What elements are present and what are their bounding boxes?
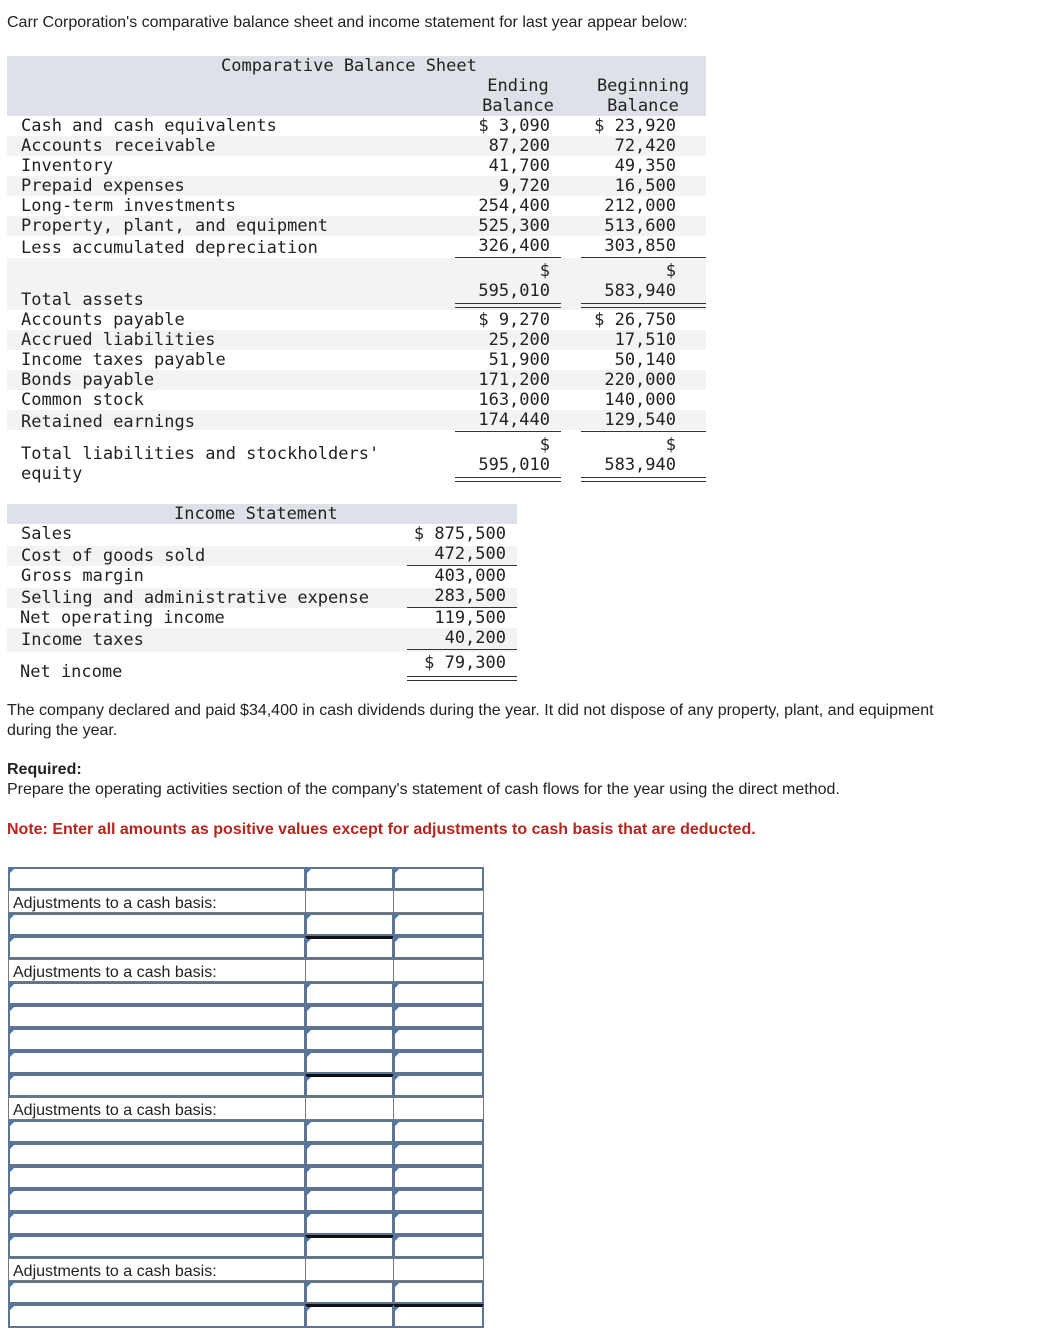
line-label-input[interactable] bbox=[8, 1212, 306, 1235]
beginning-value: 72,420 bbox=[614, 136, 676, 156]
adjustments-label: Adjustments to a cash basis: bbox=[8, 1258, 306, 1281]
ending-value: 87,200 bbox=[488, 136, 550, 156]
row-value: 40,200 bbox=[444, 628, 506, 648]
total-input[interactable] bbox=[393, 913, 484, 936]
amount-input[interactable] bbox=[305, 1235, 394, 1258]
ending-value: 163,000 bbox=[478, 390, 550, 410]
line-label-input[interactable] bbox=[8, 1143, 306, 1166]
ending-value: $ 9,270 bbox=[478, 310, 550, 330]
comparative-balance-sheet bbox=[7, 56, 706, 486]
total-assets-currency: $ bbox=[539, 261, 550, 281]
ending-value: 174,440 bbox=[478, 410, 550, 430]
intro-text: Carr Corporation's comparative balance sheet and income statement for last year appear below: bbox=[7, 14, 688, 31]
subtotal-rule bbox=[581, 431, 706, 432]
row-label: Sales bbox=[21, 524, 73, 544]
amount-input[interactable] bbox=[305, 913, 394, 936]
row-value: $ 79,300 bbox=[424, 653, 506, 673]
line-label-input[interactable] bbox=[8, 867, 306, 890]
entry-note: Note: Enter all amounts as positive values except for adjustments to cash basis that are deducted. bbox=[7, 821, 756, 838]
total-input[interactable] bbox=[393, 1189, 484, 1212]
ending-value: 171,200 bbox=[478, 370, 550, 390]
row-label: Selling and administrative expense bbox=[21, 588, 369, 608]
amount-input[interactable] bbox=[305, 1212, 394, 1235]
beginning-value: 303,850 bbox=[604, 236, 676, 256]
beginning-value: 17,510 bbox=[614, 330, 676, 350]
row-label: Common stock bbox=[21, 390, 144, 410]
line-label-input[interactable] bbox=[8, 913, 306, 936]
total-double-rule bbox=[455, 477, 561, 482]
row-label: Cash and cash equivalents bbox=[21, 116, 277, 136]
ending-value: $ 3,090 bbox=[478, 116, 550, 136]
total-input[interactable] bbox=[393, 1051, 484, 1074]
total-input[interactable] bbox=[393, 936, 484, 959]
row-label: Retained earnings bbox=[21, 412, 195, 432]
total-assets-beginning: 583,940 bbox=[604, 281, 676, 301]
line-label-input[interactable] bbox=[8, 1189, 306, 1212]
income-statement bbox=[7, 504, 517, 686]
total-double-rule bbox=[455, 303, 561, 308]
row-value: 403,000 bbox=[434, 566, 506, 586]
beginning-balance-header: Beginning Balance bbox=[596, 76, 690, 116]
row-label: Gross margin bbox=[21, 566, 144, 586]
total-input[interactable] bbox=[393, 1143, 484, 1166]
line-label-input[interactable] bbox=[8, 982, 306, 1005]
line-label-input[interactable] bbox=[8, 1235, 306, 1258]
adjustments-label: Adjustments to a cash basis: bbox=[8, 959, 306, 982]
ending-balance-header: Ending Balance bbox=[482, 76, 554, 116]
row-label: Long-term investments bbox=[21, 196, 236, 216]
beginning-value: 140,000 bbox=[604, 390, 676, 410]
row-value: $ 875,500 bbox=[413, 524, 506, 544]
total-input[interactable] bbox=[393, 1074, 484, 1097]
total-liabilities-currency: $ bbox=[665, 435, 676, 455]
line-label-input[interactable] bbox=[8, 936, 306, 959]
total-liabilities-label: Total liabilities and stockholders' bbox=[21, 444, 380, 464]
line-label-input[interactable] bbox=[8, 1166, 306, 1189]
balance-sheet-title: Comparative Balance Sheet bbox=[221, 56, 477, 76]
amount-input[interactable] bbox=[305, 1304, 394, 1328]
beginning-value: 49,350 bbox=[614, 156, 676, 176]
total-input[interactable] bbox=[393, 1120, 484, 1143]
total-liabilities-beginning: 583,940 bbox=[604, 455, 676, 475]
beginning-value: 50,140 bbox=[614, 350, 676, 370]
row-label: Net operating income bbox=[20, 608, 225, 628]
beginning-value: $ 23,920 bbox=[594, 116, 676, 136]
dividend-note: The company declared and paid $34,400 in cash dividends during the year. It did not dispose of any property, plant, and equipment during the year. bbox=[7, 702, 934, 739]
amount-input[interactable] bbox=[305, 1281, 394, 1304]
subtotal-rule bbox=[455, 431, 561, 432]
row-label: Cost of goods sold bbox=[21, 546, 206, 566]
amount-input[interactable] bbox=[305, 936, 394, 959]
total-input[interactable] bbox=[393, 1005, 484, 1028]
row-label: Bonds payable bbox=[21, 370, 155, 390]
line-label-input[interactable] bbox=[8, 1051, 306, 1074]
amount-input[interactable] bbox=[305, 1028, 394, 1051]
line-label-input[interactable] bbox=[8, 1281, 306, 1304]
row-label: Accrued liabilities bbox=[21, 330, 216, 350]
line-label-input[interactable] bbox=[8, 1005, 306, 1028]
total-input[interactable] bbox=[393, 867, 484, 890]
income-statement-title: Income Statement bbox=[174, 504, 338, 524]
total-input[interactable] bbox=[393, 1304, 484, 1328]
amount-input[interactable] bbox=[305, 1143, 394, 1166]
beginning-value: 129,540 bbox=[604, 410, 676, 430]
row-value: 283,500 bbox=[434, 586, 506, 606]
row-label: Income taxes bbox=[21, 630, 144, 650]
line-label-input[interactable] bbox=[8, 1304, 306, 1328]
total-input[interactable] bbox=[393, 982, 484, 1005]
adjustments-label: Adjustments to a cash basis: bbox=[8, 890, 306, 913]
ending-value: 525,300 bbox=[478, 216, 550, 236]
total-double-rule bbox=[581, 477, 706, 482]
row-label: Less accumulated depreciation bbox=[21, 238, 318, 258]
total-liabilities-currency: $ bbox=[539, 435, 550, 455]
amount-input[interactable] bbox=[305, 1005, 394, 1028]
subtotal-rule bbox=[407, 649, 517, 650]
amount-input[interactable] bbox=[305, 982, 394, 1005]
beginning-value: 212,000 bbox=[604, 196, 676, 216]
total-liabilities-ending: 595,010 bbox=[478, 455, 550, 475]
subtotal-rule bbox=[581, 257, 706, 258]
row-value: 472,500 bbox=[434, 544, 506, 564]
total-double-rule bbox=[407, 676, 517, 681]
total-double-rule bbox=[581, 303, 706, 308]
ending-value: 51,900 bbox=[488, 350, 550, 370]
ending-value: 326,400 bbox=[478, 236, 550, 256]
total-input[interactable] bbox=[393, 1166, 484, 1189]
ending-value: 254,400 bbox=[478, 196, 550, 216]
amount-input[interactable] bbox=[305, 867, 394, 890]
row-label: Inventory bbox=[21, 156, 114, 176]
beginning-value: 220,000 bbox=[604, 370, 676, 390]
total-liabilities-label-cont: equity bbox=[21, 464, 83, 484]
total-input[interactable] bbox=[393, 1235, 484, 1258]
total-assets-ending: 595,010 bbox=[478, 281, 550, 301]
adjustments-label: Adjustments to a cash basis: bbox=[8, 1097, 306, 1120]
required-text: Prepare the operating activities section of the company's statement of cash flows for the year using the direct method. bbox=[7, 781, 840, 798]
amount-input[interactable] bbox=[305, 1051, 394, 1074]
line-label-input[interactable] bbox=[8, 1074, 306, 1097]
row-label: Income taxes payable bbox=[21, 350, 226, 370]
ending-value: 41,700 bbox=[488, 156, 550, 176]
line-label-input[interactable] bbox=[8, 1028, 306, 1051]
row-value: 119,500 bbox=[434, 608, 506, 628]
amount-input[interactable] bbox=[305, 1120, 394, 1143]
amount-input[interactable] bbox=[305, 1166, 394, 1189]
total-assets-label: Total assets bbox=[21, 290, 144, 310]
row-label: Property, plant, and equipment bbox=[21, 216, 329, 236]
row-label: Accounts payable bbox=[21, 310, 185, 330]
beginning-value: 513,600 bbox=[604, 216, 676, 236]
line-label-input[interactable] bbox=[8, 1120, 306, 1143]
total-input[interactable] bbox=[393, 1212, 484, 1235]
amount-input[interactable] bbox=[305, 1074, 394, 1097]
ending-value: 25,200 bbox=[488, 330, 550, 350]
subtotal-rule bbox=[455, 257, 561, 258]
total-input[interactable] bbox=[393, 1028, 484, 1051]
total-input[interactable] bbox=[393, 1281, 484, 1304]
beginning-value: $ 26,750 bbox=[594, 310, 676, 330]
cash-flow-answer-grid bbox=[8, 867, 484, 1329]
required-heading: Required: bbox=[7, 761, 82, 778]
row-label: Accounts receivable bbox=[21, 136, 216, 156]
ending-value: 9,720 bbox=[498, 176, 550, 196]
row-label: Prepaid expenses bbox=[21, 176, 185, 196]
beginning-value: 16,500 bbox=[614, 176, 676, 196]
total-assets-currency: $ bbox=[665, 261, 676, 281]
row-label: Net income bbox=[20, 662, 123, 682]
amount-input[interactable] bbox=[305, 1189, 394, 1212]
